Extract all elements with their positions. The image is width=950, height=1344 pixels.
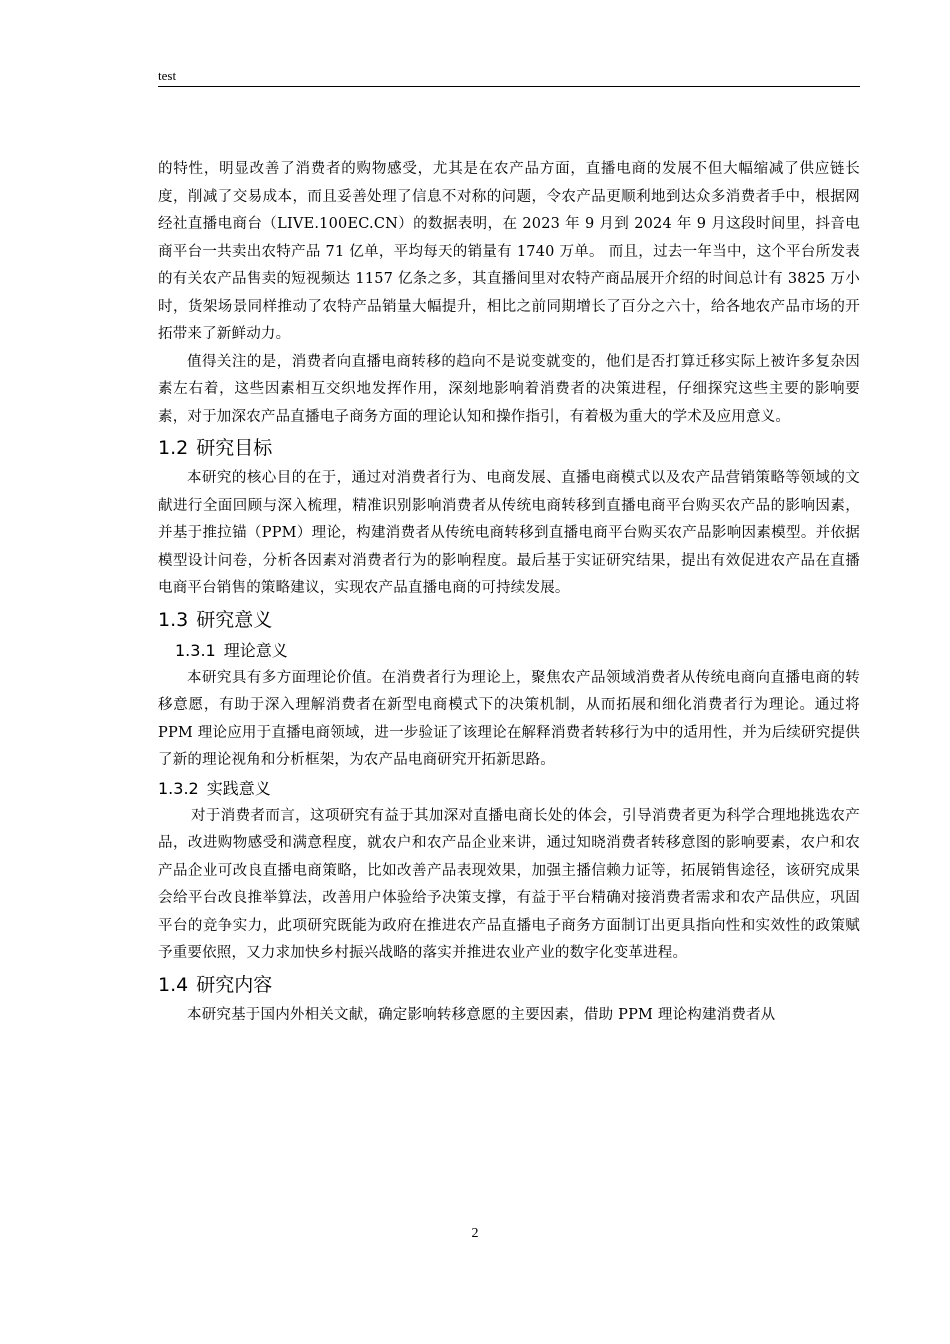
header-rule [158, 86, 860, 87]
section-number: 1.3.1 [175, 640, 216, 660]
section-number: 1.2 [158, 437, 189, 459]
section-title: 研究内容 [196, 973, 273, 996]
section-title: 研究目标 [196, 437, 273, 459]
section-number: 1.3 [158, 608, 189, 631]
page-header: test [158, 68, 177, 83]
paragraph: 本研究具有多方面理论价值。在消费者行为理论上，聚焦农产品领域消费者从传统电商向直播电商的转移意愿，有助于深入理解消费者在新型电商模式下的决策机制，从而拓展和细化消费者行为理论。通过将 PPM 理论应用于直播电商领域，进一步验证了该理论在解释消费者转移行为中的适用性，并为后续研究提供了新的理论视角和分析框架，为农产品电商研究开拓新思路。 [158, 669, 860, 768]
subsection-heading-1-3-1 [158, 637, 860, 665]
paragraph: 的特性，明显改善了消费者的购物感受，尤其是在农产品方面，直播电商的发展不但大幅缩减了供应链长度，削减了交易成本，而且妥善处理了信息不对称的问题，令农产品更顺利地到达众多消费者手中，根据网经社直播电商台（LIVE.100EC.CN）的数据表明，在 2023 年 9 月到 2024 年 9 月这段时间里，抖音电商平台一共卖出农特产品 71 亿单，平均每天的销量有 1740 万单。 而且，过去一年当中，这个平台所发表的有关农产品售卖的短视频达 1157 亿条之多，其直播间里对农特产商品展开介绍的时间总计有 3825 万小时，货架场景同样推动了农特产品销量大幅提升，相比之前同期增长了百分之六十，给各地农产品市场的开拓带来了新鲜动力。 [158, 161, 860, 342]
subsection-heading-1-3-2 [158, 775, 860, 803]
document-body [158, 156, 860, 1029]
section-number: 1.3.2 [158, 778, 199, 798]
section-number: 1.4 [158, 973, 189, 996]
section-heading-1-2 [158, 431, 860, 465]
section-heading-1-4 [158, 968, 860, 1002]
section-title: 研究意义 [196, 608, 273, 631]
section-heading-1-3 [158, 603, 860, 637]
paragraph: 本研究的核心目的在于，通过对消费者行为、电商发展、直播电商模式以及农产品营销策略等领域的文献进行全面回顾与深入梳理，精准识别影响消费者从传统电商转移到直播电商平台购买农产品的影响因素，并基于推拉锚（PPM）理论，构建消费者从传统电商转移到直播电商平台购买农产品影响因素模型。并依据模型设计问卷，分析各因素对消费者行为的影响程度。最后基于实证研究结果，提出有效促进农产品在直播电商平台销售的策略建议，实现农产品直播电商的可持续发展。 [158, 470, 860, 596]
section-title: 实践意义 [206, 778, 271, 798]
page-number: 2 [471, 1226, 479, 1241]
section-title: 理论意义 [223, 640, 288, 660]
paragraph: 本研究基于国内外相关文献，确定影响转移意愿的主要因素，借助 PPM 理论构建消费者从 [187, 1006, 776, 1023]
paragraph: 对于消费者而言，这项研究有益于其加深对直播电商长处的体会，引导消费者更为科学合理地挑选农产品，改进购物感受和满意程度，就农户和农产品企业来讲，通过知晓消费者转移意图的影响要素，农户和农产品企业可改良直播电商策略，比如改善产品表现效果，加强主播信赖力证等，拓展销售途径，该研究成果会给平台改良推举算法，改善用户体验给予决策支撑，有益于平台精确对接消费者需求和农产品供应，巩固平台的竞争实力，此项研究既能为政府在推进农产品直播电子商务方面制订出更具指向性和实效性的政策赋予重要依照，又力求加快乡村振兴战略的落实并推进农业产业的数字化变革进程。 [158, 807, 860, 961]
paragraph: 值得关注的是，消费者向直播电商转移的趋向不是说变就变的，他们是否打算迁移实际上被许多复杂因素左右着，这些因素相互交织地发挥作用，深刻地影响着消费者的决策进程，仔细探究这些主要的影响要素，对于加深农产品直播电子商务方面的理论认知和操作指引，有着极为重大的学术及应用意义。 [158, 353, 860, 425]
